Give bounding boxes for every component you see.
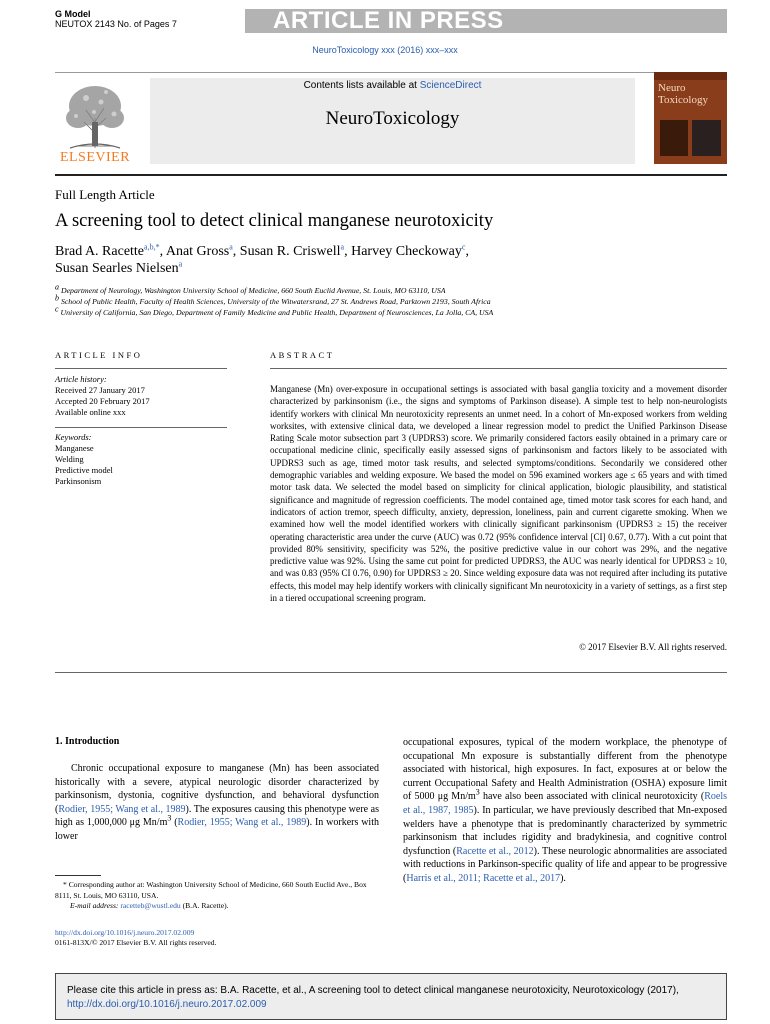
intro-text: Chronic occupational exposure to manganese (Mn) has been associated historically with a severe, atypical neurologic disorder characterized by parkinsonism, dystonia, cognitive dysfunction, and behavioral dysfunction ( (55, 763, 379, 815)
received-date: Received 27 January 2017 (55, 385, 145, 395)
article-type: Full Length Article (55, 187, 155, 202)
author-name[interactable]: Brad A. Racette (55, 244, 145, 259)
citation-link[interactable]: Roels et al., 1987, 1985 (403, 791, 727, 816)
footnote-text: Corresponding author at: Washington University School of Medicine, 660 South Euclid Ave., Box 8111, St. Louis, MO 63110, USA. (55, 880, 367, 900)
article-title: A screening tool to detect clinical manganese neurotoxicity (55, 211, 494, 231)
cover-image-left (660, 120, 688, 156)
affil-marker: a (55, 282, 59, 292)
intro-text: occupational exposures, typical of the modern workplace, the phenotype of occupational Mn exposure is substantially different from the phenotype associated with historical, high exposures. In fact, exposures at or below the current Occupational Safety and Health Administration (OSHA) exposure limit of 5000 μg Mn/m (403, 737, 727, 803)
header-divider-bottom (55, 174, 727, 176)
email-link[interactable]: racetteb@wustl.edu (120, 901, 181, 910)
affil-text: School of Public Health, Faculty of Health Sciences, University of the Witwatersrand, 27 St. Andrews Road, Parktown 2193, South Africa (60, 297, 491, 306)
issn-copyright: 0161-813X/© 2017 Elsevier B.V. All rights reserved. (55, 938, 217, 947)
citation-link[interactable]: Rodier, 1955; Wang et al., 1989 (58, 803, 186, 815)
accepted-date: Accepted 20 February 2017 (55, 396, 150, 406)
elsevier-wordmark: ELSEVIER (59, 150, 131, 165)
affil-marker: b (55, 293, 59, 303)
superscript: 3 (167, 814, 172, 824)
citation-box-text (67, 984, 717, 1012)
intro-paragraph-left (55, 762, 379, 844)
abstract-divider (270, 368, 727, 369)
keyword: Manganese (55, 443, 94, 453)
keywords-divider (55, 427, 227, 428)
affil-marker: c (55, 304, 59, 314)
contents-prefix: Contents lists available at (303, 80, 420, 91)
author-list: Brad A. Racette$^{a,b,*}$, Anat Gross$^a$, Susan R. Criswell$^a$, Harvey Checkoway$^c$, Susan Searles Nielsen$^a$ (55, 242, 469, 276)
citation-text: Please cite this article in press as: B.A. Racette, et al., A screening tool to detect clinical manganese neurotoxicity, Neurotoxicology (2017), (67, 985, 679, 996)
author-name[interactable]: Susan R. Criswell (239, 244, 341, 259)
citation-link[interactable]: Rodier, 1955; Wang et al., 1989 (177, 817, 307, 829)
g-model-text: G Model (55, 9, 91, 19)
abstract-bottom-divider (55, 672, 727, 673)
journal-cover-thumbnail[interactable] (654, 72, 727, 164)
author-name[interactable]: Harvey Checkoway (351, 244, 462, 259)
keyword: Parkinsonism (55, 476, 102, 486)
doi-link[interactable]: http://dx.doi.org/10.1016/j.neuro.2017.02.009 (55, 928, 195, 937)
keyword: Welding (55, 454, 84, 464)
intro-text: ). (560, 872, 566, 884)
affiliation (55, 293, 491, 307)
cover-title: Neuro Toxicology (658, 82, 708, 106)
header-divider-top (55, 72, 727, 73)
intro-text: ). In workers with lower (55, 817, 379, 842)
author-affil-sup[interactable]: a (229, 242, 233, 252)
affil-text: Department of Neurology, Washington University School of Medicine, 660 South Euclid Avenue, St. Louis, MO 63110, USA (60, 286, 446, 295)
email-suffix: (B.A. Racette). (180, 901, 229, 910)
intro-text: ( (171, 817, 178, 829)
article-history (55, 374, 227, 418)
intro-text: ). The exposures causing this phenotype were as high as 1,000,000 μg Mn/m (55, 803, 379, 829)
keywords-block (55, 432, 227, 487)
author-affil-sup[interactable]: a,b,* (144, 242, 160, 252)
g-model-label (55, 9, 177, 29)
cover-image-right (692, 120, 721, 156)
footnote-marker: * (63, 880, 67, 889)
abstract-copyright: © 2017 Elsevier B.V. All rights reserved. (579, 642, 727, 652)
journal-reference-link[interactable]: NeuroToxicology xxx (2016) xxx–xxx (312, 45, 458, 55)
contents-lists-line (150, 80, 635, 91)
history-label: Article history: (55, 374, 107, 384)
online-date: Available online xxx (55, 407, 126, 417)
section-heading-introduction: 1. Introduction (55, 736, 120, 747)
manuscript-id: NEUTOX 2143 No. of Pages 7 (55, 19, 177, 29)
abstract-text: Manganese (Mn) over-exposure in occupational settings is associated with basal ganglia toxicity and a movement disorder characterized by parkinsonism (i.e., the signs and symptoms of Parkinson disease). A simple test to help non-neurologists identify workers with clinical Mn neurotoxicity represents an unmet need. In a cohort of Mn-exposed workers from welding worksites, with extensive clinical data, we developed a linear regression model to predict the Unified Parkinson Disease Rating Scale motor subsection part 3 (UPDRS3) score. We primarily considered factors easily obtained in a primary care or occupational medicine clinic, specifically easily assessed signs of parkinsonism and factors likely to be associated with UPDRS3 such as age, timed motor task results, and selected symptoms/conditions. Secondarily we considered other demographic variables and welding exposure. We based the model on 596 examined workers age ≤ 65 years and with timed motor task data. We selected the model based on simplicity for clinical application, biologic plausibility, and statistical significance and magnitude of regression coefficients. The model contained age, timed motor task scores for each hand, and indicators of action tremor, speech difficulty, anxiety, depression, loneliness, pain and current cigarette smoking. When we examined how well the model identified workers with clinically significant parkinsonism (UPDRS3 ≥ 15) the receiver operating characteristic area under the curve (AUC) was 0.72 (95% confidence interval [CI] 0.67, 0.77). With a cut point that provided 80% sensitivity, specificity was 52%, the positive predictive value in our cohort was 29%, and the negative predictive value was 92%. Using the same cut point for predicted UPDRS3, the AUC was nearly identical for UPDRS3 ≥ 10, and was 0.83 (95% CI 0.76, 0.90) for UPDRS3 ≥ 20. Since welding exposure data was not required after including its putative effects, this model may help identify workers with clinically significant Mn neurotoxicity in a variety of settings, as a first step in a tiered occupational screening program. (270, 384, 727, 604)
cover-top-band (654, 72, 727, 80)
author-name[interactable]: Susan Searles Nielsen (55, 261, 179, 276)
keyword: Predictive model (55, 465, 113, 475)
corresponding-author-footnote (55, 880, 379, 912)
article-in-press-text: ARTICLE IN PRESS (273, 7, 504, 34)
affiliation (55, 282, 446, 296)
author-name[interactable]: Anat Gross (165, 244, 230, 259)
affil-text: University of California, San Diego, Department of Family Medicine and Public Health, Department of Neurosciences, La Jolla, CA, USA (60, 308, 494, 317)
author-affil-sup[interactable]: c (461, 242, 466, 252)
author-affil-sup[interactable]: a (340, 242, 345, 252)
author-affil-sup[interactable]: a (178, 259, 183, 269)
affiliation (55, 304, 494, 318)
intro-text: have also been associated with clinical neurotoxicity ( (479, 791, 705, 803)
article-info-heading: ARTICLE INFO (55, 350, 143, 360)
citation-link[interactable]: Harris et al., 2011; Racette et al., 2017 (406, 872, 561, 884)
intro-paragraph-right (403, 736, 727, 886)
intro-text: ). These neurologic abnormalities are associated with reductions in Parkinson-specific quality of life and appear to be progressive ( (403, 845, 727, 884)
footnote-rule (55, 875, 101, 876)
abstract-heading: ABSTRACT (270, 350, 335, 360)
superscript: 3 (475, 788, 480, 798)
intro-text: ). In particular, we have previously described that Mn-exposed welders have a phenotype that is predominantly characterized by symmetric parkinsonism that includes rigidity and bradykinesia, and cognitive control dysfunction ( (403, 804, 728, 857)
article-info-divider (55, 368, 227, 369)
email-label: E-mail address: (70, 901, 121, 910)
journal-name: NeuroToxicology (325, 108, 460, 129)
citation-doi-link[interactable]: http://dx.doi.org/10.1016/j.neuro.2017.02.009 (67, 999, 267, 1010)
citation-link[interactable]: Racette et al., 2012 (456, 845, 534, 857)
keywords-label: Keywords: (55, 432, 92, 442)
sciencedirect-link[interactable]: ScienceDirect (419, 80, 482, 91)
